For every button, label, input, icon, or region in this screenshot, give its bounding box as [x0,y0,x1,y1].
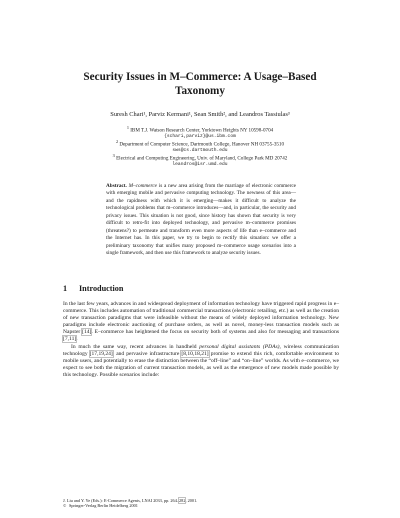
copyright-footnote [63,498,339,509]
affiliation-3 [60,153,340,169]
citation-link[interactable]: [7,11] [63,336,77,343]
paragraph-2 [63,344,339,379]
paragraph-text: . [76,336,78,343]
paragraph-text: In the last few years, advances in and widespread deployment of information technology have triggered rapid progress in e–commerce. This includes automation of traditional commercial transactions (electronic retailing, etc.) as well as the creation of new transaction paradigms that were infeasible without the means of widely deployed information technology. New paradigms include electronic auctioning of purchase orders, as well as novel, money-less transaction models such as Napster [63,301,339,336]
abstract [106,183,296,258]
paper-title [40,70,360,98]
affiliation-email: leandros@isr.umd.edu [172,162,228,168]
paragraph-text: , and pervasive infrastructure [112,350,182,357]
citation-link[interactable]: [17,19,24] [89,350,113,357]
publisher-text: Springer-Verlag Berlin Heidelberg 2001 [69,503,138,509]
affiliation-email: {schari,parviz}@us.ibm.com [164,134,236,140]
author-list: Suresh Chari¹, Parviz Kermani¹, Sean Smith², and Leandros Tassiulas³ [110,111,290,118]
citation-link[interactable]: [8,10,18,21] [181,350,209,357]
footnote-text-end: , 2001. [185,498,198,503]
paragraph-text: In much the same way, recent advances in handheld [71,343,200,350]
affiliation-marker: 3 [112,153,115,158]
affiliation-marker: 1 [126,125,129,130]
paragraph-text: , wireless communication technology [63,343,339,357]
abstract-label: Abstract. [106,183,127,189]
paragraph-1 [63,301,339,344]
paragraph-text: promise to extend this rich, comfortable environment to mobile users, and potentially to erase the distinction between the “off–line” and “on–line” worlds. As with e–commerce, we expect to see both the migration of current transaction models, as well as the emergence of new models made possible by this technology. Possible scenarios include: [63,350,339,378]
affiliation-marker: 2 [115,139,119,144]
affiliation-text: Department of Computer Science, Dartmouth College, Hanover NH 03755-3510 [119,141,285,148]
affiliation-email: sws@cs.dartmouth.edu [172,148,228,154]
footnote-text: J. Liu and Y. Ye (Eds.): E-Commerce Agents, LNAI 2033, pp. 264– [63,498,180,503]
emphasis-text: personal digital assistants (PDAs) [199,343,280,350]
section-number: 1 [63,284,68,293]
paragraph-text: . E–commerce has heightened the focus on security both of systems and also for messaging and transactions [91,329,339,336]
affiliation-text: Electrical and Computing Engineering, Univ. of Maryland, College Park MD 20742 [116,155,288,162]
affiliation-text: IBM T.J. Watson Research Center, Yorktown Heights NY 10598-0704 [130,127,274,134]
section-heading [63,284,343,294]
copyright-icon: © [63,503,67,509]
abstract-text: is a new area arising from the marriage of electronic commerce with emerging mobile and pervasive computing technology. The newness of this area—and the rapidness with which it is emerging—makes it difficult to analyze the technological problems that m–commerce introduces—and, in particular, the security and privacy issues. This situation is not good, since history has shown that security is very difficult to retro-fit into deployed technology, and pervasive m–commerce promises (threatens?) to permeate and transform even more aspects of life than e–commerce and the Internet has. In this paper, we try to begin to rectify this situation: we offer a preliminary taxonomy that unifies many proposed m–commerce usage scenarios into a single framework, and then use this framework to analyze security issues. [106,183,297,257]
body-text [63,301,339,379]
citation-link[interactable]: [14] [82,329,92,336]
section-title: Introduction [79,284,124,293]
footnote-publisher [63,503,339,508]
abstract-keyword: M–commerce [128,183,157,189]
page-range-link[interactable]: 282 [179,498,186,503]
title-line-1: Security Issues in M–Commerce: A Usage–Based [83,71,317,83]
title-line-2: Taxonomy [175,85,225,97]
